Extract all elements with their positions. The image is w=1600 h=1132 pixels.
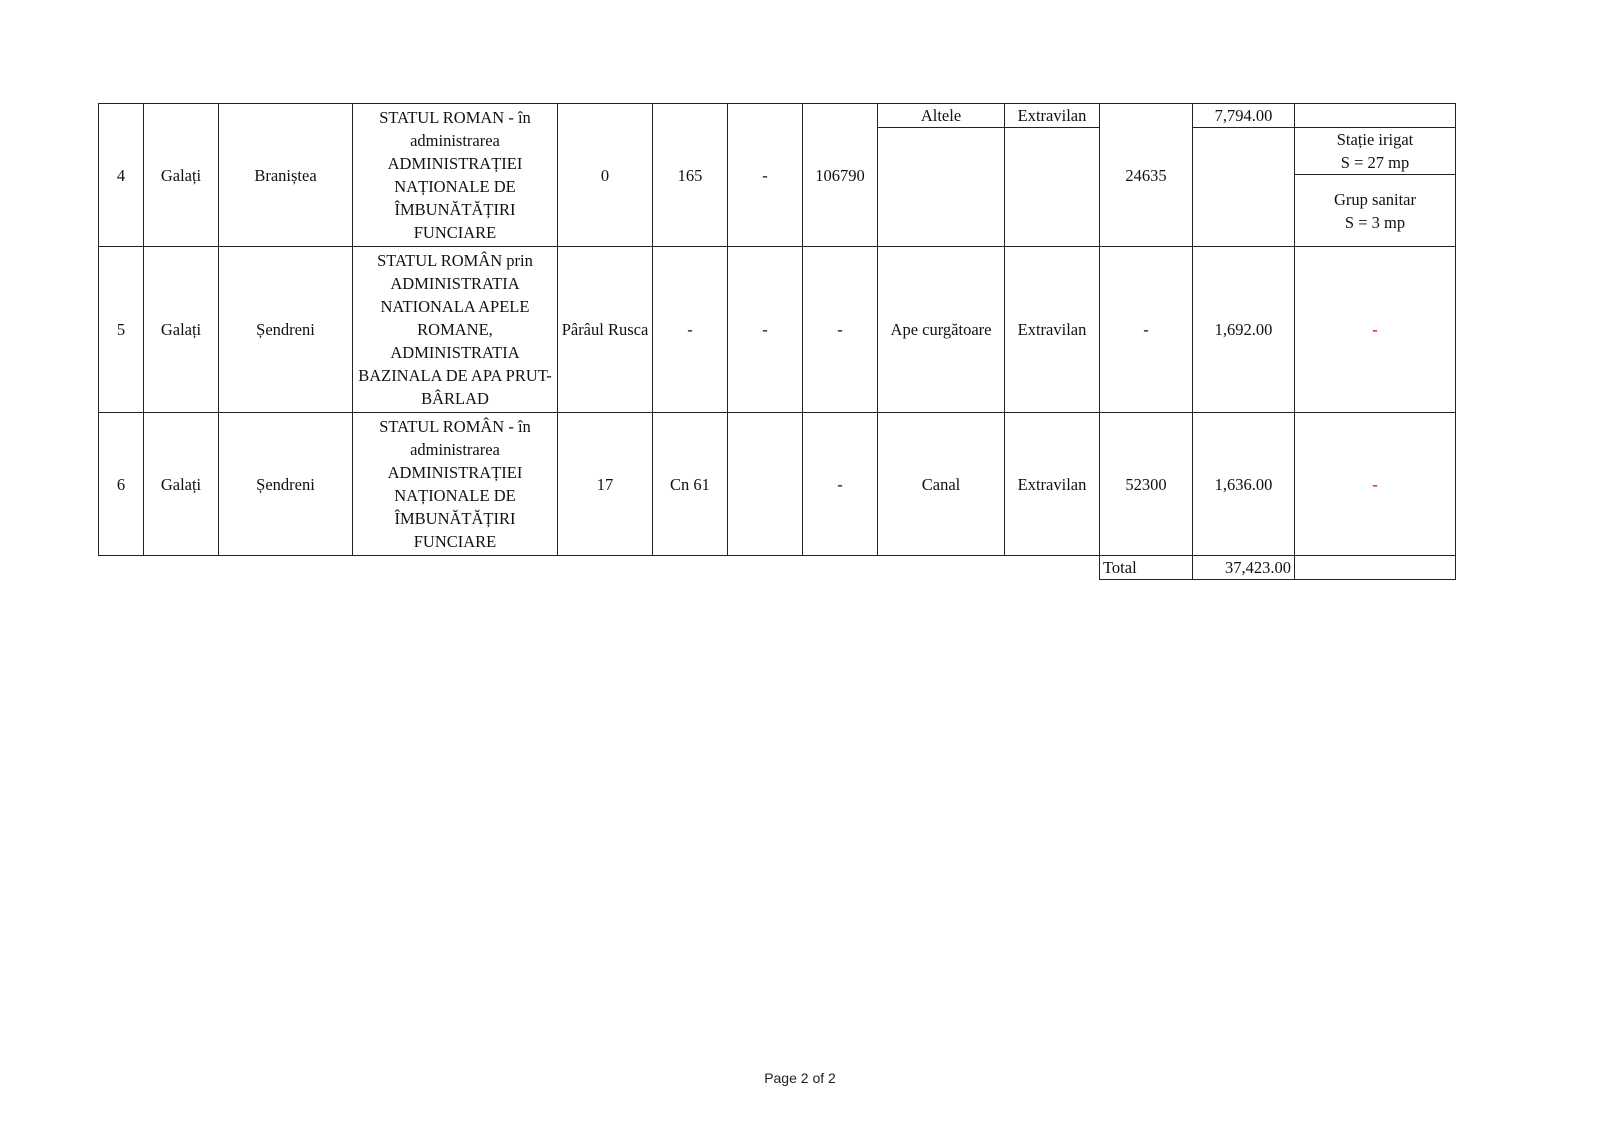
building-area: S = 3 mp	[1344, 212, 1406, 232]
county-cell: Galați	[144, 413, 219, 556]
owner-cell: STATUL ROMÂN - în administrarea ADMINISTRAȚIEI NAȚIONALE DE ÎMBUNĂTĂȚIRI FUNCIARE	[353, 413, 558, 556]
row-number: 6	[99, 413, 144, 556]
locality-cell: Șendreni	[219, 247, 353, 413]
col7-cell: -	[728, 104, 803, 247]
col5-cell: 0	[558, 104, 653, 247]
owner-cell: STATUL ROMAN - în administrarea ADMINISTRAȚIEI NAȚIONALE DE ÎMBUNĂTĂȚIRI FUNCIARE	[353, 104, 558, 247]
col6-cell: -	[653, 247, 728, 413]
owner-cell: STATUL ROMÂN prin ADMINISTRATIA NATIONALA APELE ROMANE, ADMINISTRATIA BAZINALA DE APA PRUT-BÂRLAD	[353, 247, 558, 413]
page-number: Page 2 of 2	[764, 1070, 836, 1086]
category-cell: Altele	[878, 104, 1005, 128]
building-area: S = 27 mp	[1340, 153, 1410, 172]
area-cell: 1,636.00	[1193, 413, 1295, 556]
category-cell: Ape curgătoare	[878, 247, 1005, 413]
col8-cell: -	[803, 247, 878, 413]
county-cell: Galați	[144, 104, 219, 247]
total-label: Total	[1100, 556, 1193, 580]
buildings-cell: -	[1295, 413, 1456, 556]
area-cell: 7,794.00	[1193, 104, 1295, 128]
total-empty-cell	[1295, 556, 1456, 580]
row-number: 4	[99, 104, 144, 247]
zone-cell: Extravilan	[1005, 247, 1100, 413]
table-row	[99, 104, 1456, 128]
col11-cell: -	[1100, 247, 1193, 413]
zone-empty-cell	[1005, 128, 1100, 247]
area-empty-cell	[1193, 128, 1295, 247]
category-cell: Canal	[878, 413, 1005, 556]
col5-cell: 17	[558, 413, 653, 556]
table-row	[99, 247, 1456, 413]
area-cell: 1,692.00	[1193, 247, 1295, 413]
building-cell	[1295, 175, 1456, 247]
zone-cell: Extravilan	[1005, 413, 1100, 556]
col6-cell: Cn 61	[653, 413, 728, 556]
col7-cell: -	[728, 247, 803, 413]
col7-cell	[728, 413, 803, 556]
col5-cell: Pârâul Rusca	[558, 247, 653, 413]
col11-cell: 52300	[1100, 413, 1193, 556]
parcel-table	[98, 103, 1456, 580]
col11-cell: 24635	[1100, 104, 1193, 247]
locality-cell: Șendreni	[219, 413, 353, 556]
building-name: Grup sanitar	[1333, 189, 1417, 209]
buildings-cell: -	[1295, 247, 1456, 413]
locality-cell: Braniștea	[219, 104, 353, 247]
zone-cell: Extravilan	[1005, 104, 1100, 128]
buildings-empty-cell	[1295, 104, 1456, 128]
building-name: Stație irigat	[1336, 130, 1414, 149]
total-row	[99, 556, 1456, 580]
county-cell: Galați	[144, 247, 219, 413]
row-number: 5	[99, 247, 144, 413]
building-cell	[1295, 128, 1456, 175]
total-value: 37,423.00	[1193, 556, 1295, 580]
table-row	[99, 413, 1456, 556]
col8-cell: 106790	[803, 104, 878, 247]
col6-cell: 165	[653, 104, 728, 247]
category-empty-cell	[878, 128, 1005, 247]
col8-cell: -	[803, 413, 878, 556]
